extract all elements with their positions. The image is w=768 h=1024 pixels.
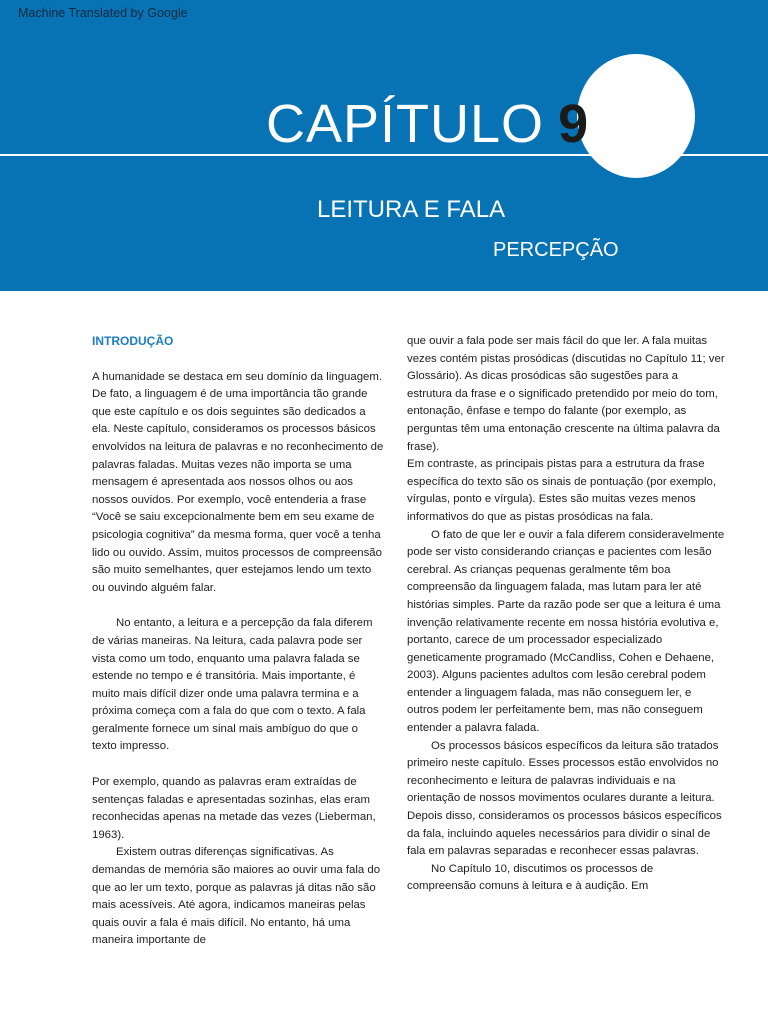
paragraph: Por exemplo, quando as palavras eram extraídas de sentenças faladas e apresentadas sozinhas, elas eram reconhecidas apenas na metade das vezes (Lieberman, 1963). (92, 776, 376, 841)
chapter-title: LEITURA E FALA (317, 196, 506, 223)
machine-translated-label: Machine Translated by Google (18, 6, 188, 20)
paragraph: A humanidade se destaca em seu domínio da linguagem. De fato, a linguagem é de uma importância tão grande que este capítulo e os dois seguintes são dedicados a ela. Neste capítulo, consideramos os processos básicos envolvidos na leitura de palavras e no reconhecimento de palavras faladas. Muitas vezes não importa se uma mensagem é apresentada aos nossos olhos ou aos nossos ouvidos. Por exemplo, você entenderia a frase “Você se saiu excepcionalmente bem em seu exame de psicologia cognitiva” da mesma forma, quer você a tenha lido ou ouvido. Assim, muitos processos de compreensão são muito semelhantes, quer estejamos lendo um texto ou ouvindo alguém falar. (92, 370, 384, 594)
paragraph: No entanto, a leitura e a percepção da fala diferem de várias maneiras. Na leitura, cada palavra pode ser vista como um todo, enquanto uma palavra falada se estende no tempo e é transitória. Mais importante, é muito mais difícil dizer onde uma palavra termina e a próxima começa com a fala do que com o texto. A fala geralmente fornece um sinal mais ambíguo do que o texto impresso. (92, 617, 373, 753)
paragraph: O fato de que ler e ouvir a fala diferem consideravelmente pode ser visto considerando crianças e pacientes com lesão cerebral. As crianças pequenas geralmente têm boa compreensão da linguagem falada, mas lutam para ler até histórias simples. Parte da razão pode ser que a leitura é uma invenção relativamente recente em nossa história evolutiva e, portanto, carece de um processador especializado geneticamente programado (McCandliss, Cohen e Dehaene, 2003). Alguns pacientes adultos com lesão cerebral podem entender a linguagem falada, mas não conseguem ler, e outros podem ler perfeitamente bem, mas não conseguem entender a palavra falada. (407, 528, 725, 735)
section-heading: INTRODUÇÃO (92, 334, 174, 348)
chapter-number: 9 (558, 94, 590, 154)
chapter-banner (0, 0, 768, 291)
paragraph: Os processos básicos específicos da leitura são tratados primeiro neste capítulo. Esses processos estão envolvidos no reconhecimento e leitura de palavras individuais e na orientação de nossos movimentos oculares durante a leitura. Depois disso, consideramos os processos básicos específicos da fala, incluindo aqueles necessários para dividir o sinal de fala em palavras separadas e reconhecer essas palavras. (407, 739, 722, 858)
chapter-subtitle: PERCEPÇÃO (493, 239, 619, 261)
paragraph: Em contraste, as principais pistas para a estrutura da frase específica do texto são os sinais de pontuação (por exemplo, vírgulas, ponto e vírgula). Estes são muitas vezes menos informativos do que as pistas prosódicas na fala. (407, 458, 716, 523)
paragraph: Existem outras diferenças significativas. As demandas de memória são maiores ao ouvir uma fala do que ao ler um texto, porque as palavras já ditas não são mais acessíveis. Até agora, indicamos maneiras pelas quais ouvir a fala é mais difícil. No entanto, há uma maneira importante de (92, 846, 381, 947)
paragraph: que ouvir a fala pode ser mais fácil do que ler. A fala muitas vezes contém pistas prosódicas (discutidas no Capítulo 11; ver Glossário). As dicas prosódicas são sugestões para a estrutura da frase e o significado pretendido por meio do tom, entonação, ênfase e tempo do falante (por exemplo, as perguntas têm uma entonação crescente na última palavra da frase). (407, 335, 725, 453)
chapter-word: CAPÍTULO (266, 94, 545, 154)
left-column (92, 333, 384, 950)
right-column (407, 333, 725, 896)
paragraph: No Capítulo 10, discutimos os processos de compreensão comuns à leitura e à audição. Em (407, 862, 654, 893)
chapter-heading (266, 92, 589, 156)
chapter-number-circle (577, 54, 695, 178)
